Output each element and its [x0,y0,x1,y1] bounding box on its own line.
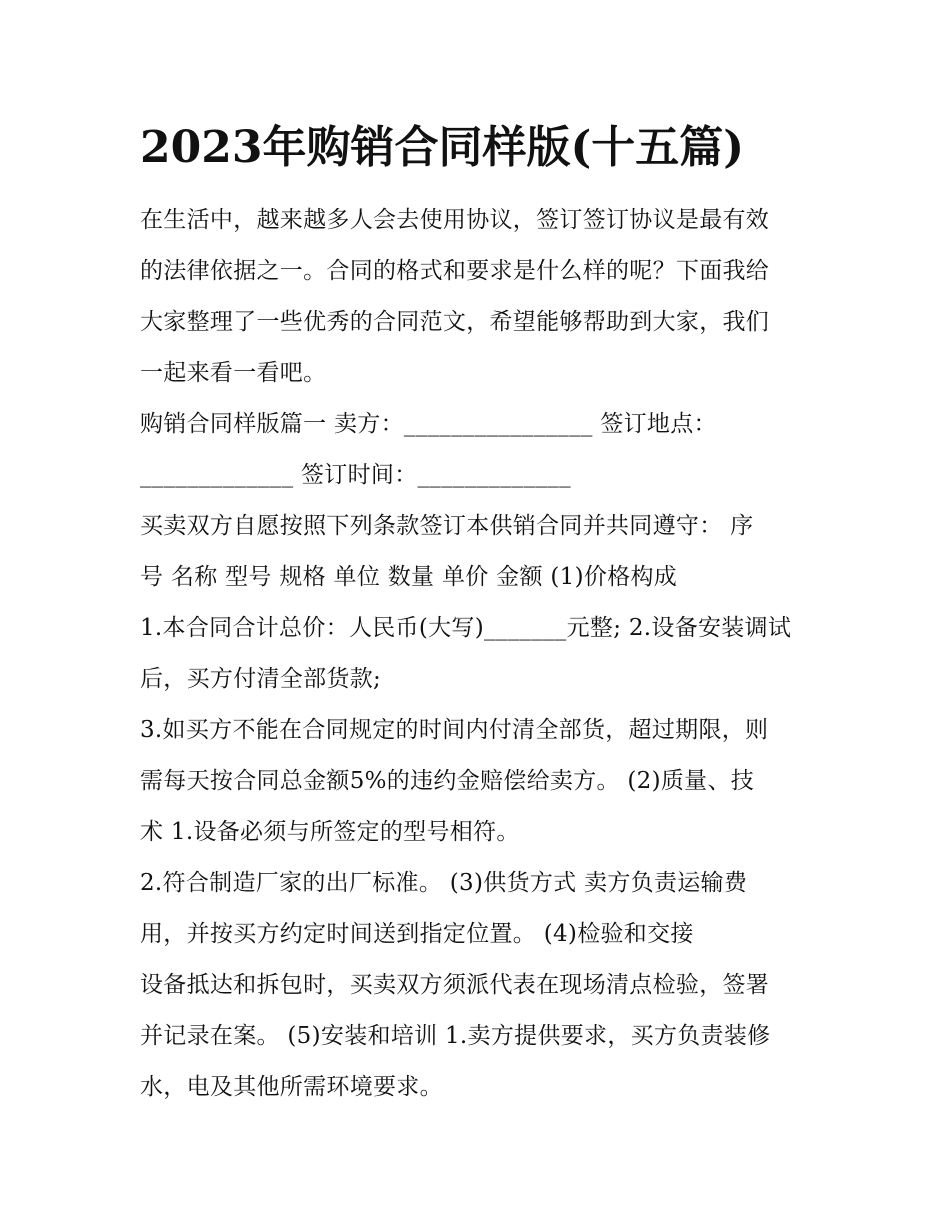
paragraph-line: 用，并按买方约定时间送到指定位置。 (4)检验和交接 [140,921,694,947]
document-title: 2023年购销合同样版(十五篇) [140,122,745,173]
paragraph-line: 并记录在案。 (5)安装和培训 1.卖方提供要求，买方负责装修 [140,1023,771,1049]
paragraph-line: 购销合同样版篇一 卖方：________________ 签订地点： [140,411,717,437]
paragraph-line: 2.符合制造厂家的出厂标准。 (3)供货方式 卖方负责运输费 [140,870,748,896]
paragraph-line: 在生活中，越来越多人会去使用协议，签订签订协议是最有效 [140,207,770,233]
paragraph-line: 后，买方付清全部货款; [140,666,382,692]
paragraph-line: 1.本合同合计总价：人民币(大写)_______元整; 2.设备安装调试 [140,615,792,641]
paragraph-line: 的法律依据之一。合同的格式和要求是什么样的呢？下面我给 [140,258,770,284]
paragraph-line: 水，电及其他所需环境要求。 [140,1074,443,1100]
paragraph-line: 买卖双方自愿按照下列条款签订本供销合同并共同遵守： 序 [140,513,754,539]
paragraph-line: _____________ 签订时间：_____________ [140,462,571,488]
paragraph-line: 术 1.设备必须与所签定的型号相符。 [140,819,520,845]
paragraph-line: 3.如买方不能在合同规定的时间内付清全部货，超过期限，则 [140,717,769,743]
paragraph-line: 一起来看一看吧。 [140,360,327,386]
paragraph-line: 号 名称 型号 规格 单位 数量 单价 金额 (1)价格构成 [140,564,678,590]
paragraph-line: 设备抵达和拆包时，买卖双方须派代表在现场清点检验，签署 [140,972,770,998]
paragraph-line: 大家整理了一些优秀的合同范文，希望能够帮助到大家，我们 [140,309,770,335]
paragraph-line: 需每天按合同总金额5%的违约金赔偿给卖方。 (2)质量、技 [140,768,755,794]
